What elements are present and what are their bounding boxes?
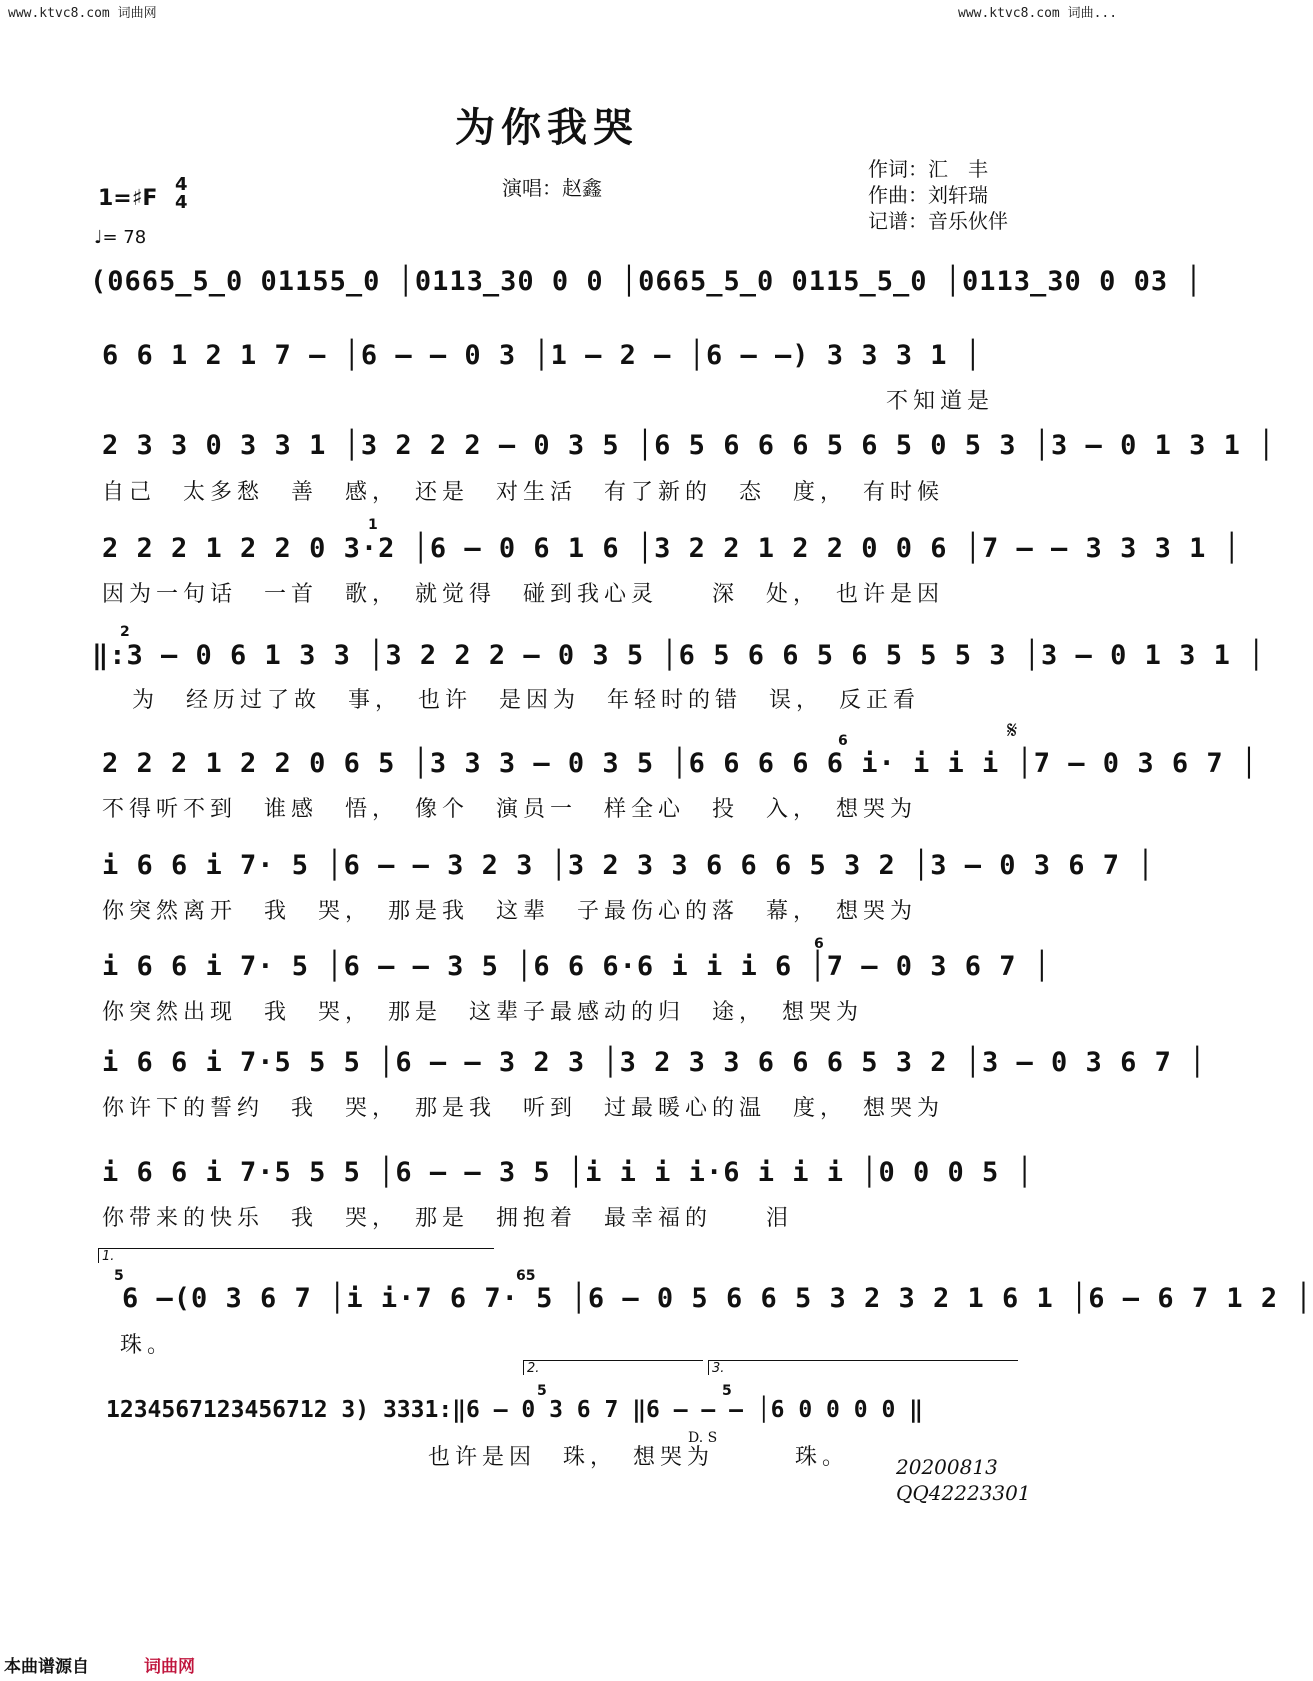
system-12-notes: 1234567123456712 3) 3331:‖6 – 0 3 6 7 ‖6 – – – │6 0 0 0 0 ‖ (106, 1397, 923, 1423)
tempo-marking: ♩= 78 (94, 227, 147, 248)
grace-note-5a: 5 (114, 1268, 124, 1284)
system-10-notes: i 6 6 i 7·5 5 5 │6 – – 3 5 │i i i i·6 i i i │0 0 0 5 │ (102, 1157, 1034, 1188)
system-2-notes: 6 6 1 2 1 7 – │6 – – 0 3 │1 – 2 – │6 – –) 3 3 3 1 │ (102, 340, 983, 371)
singer-credit: 演唱：赵鑫 (502, 176, 602, 200)
grace-note-5c: 5 (722, 1383, 732, 1399)
system-4-notes: 2 2 2 1 2 2 0 3·2 │6 – 0 6 1 6 │3 2 2 1 2 2 0 0 6 │7 – – 3 3 3 1 │ (102, 533, 1241, 564)
transcriber-credit: 记谱：音乐伙伴 (868, 209, 1008, 233)
header-url-right[interactable]: www.ktvc8.com 词曲... (958, 6, 1118, 21)
ds-marking: D. S (688, 1430, 718, 1446)
composer-credit: 作曲：刘轩瑞 (868, 183, 988, 207)
time-signature (175, 176, 188, 212)
grace-note-65: 65 (516, 1268, 536, 1284)
grace-note-2: 2 (120, 624, 130, 640)
grace-note-6b: 6 (814, 936, 824, 952)
volta-2-label: 2. (527, 1361, 540, 1376)
system-5-notes: ‖:3 – 0 6 1 3 3 │3 2 2 2 – 0 3 5 │6 5 6 6 5 6 5 5 5 3 │3 – 0 1 3 1 │ (92, 640, 1266, 671)
system-11-notes: 6 –(0 3 6 7 │i i·7 6 7· 5 │6 – 0 5 6 6 5 3 2 3 2 1 6 1 │6 – 6 7 1 2 │ (122, 1283, 1313, 1314)
qq-stamp: QQ42223301 (896, 1481, 1031, 1505)
system-9-notes: i 6 6 i 7·5 5 5 │6 – – 3 2 3 │3 2 3 3 6 6 6 5 3 2 │3 – 0 3 6 7 │ (102, 1047, 1207, 1078)
volta-3-bracket (708, 1360, 1018, 1375)
time-sig-bottom: 4 (175, 192, 188, 213)
system-11-lyrics: 珠。 (120, 1333, 175, 1358)
song-title: 为你我哭 (455, 104, 639, 151)
system-3-notes: 2 3 3 0 3 3 1 │3 2 2 2 – 0 3 5 │6 5 6 6 6 5 6 5 0 5 3 │3 – 0 1 3 1 │ (102, 430, 1276, 461)
time-sig-top: 4 (175, 174, 188, 195)
key-signature: 1=♯F (98, 186, 158, 211)
system-10-lyrics: 你带来的快乐 我 哭， 那是 拥抱着 最幸福的 泪 (102, 1206, 794, 1231)
volta-1-label: 1. (102, 1249, 115, 1264)
system-6-lyrics: 不得听不到 谁感 悟， 像个 演员一 样全心 投 入， 想哭为 (102, 797, 918, 822)
date-stamp: 20200813 (896, 1455, 998, 1479)
system-12-lyrics: 也许是因 珠， 想哭为 珠。 (428, 1445, 850, 1470)
grace-note-1: 1 (368, 517, 378, 533)
segno-sign: 𝄋 (1007, 716, 1018, 744)
lyricist-credit: 作词：汇 丰 (868, 157, 988, 181)
system-7-notes: i 6 6 i 7· 5 │6 – – 3 2 3 │3 2 3 3 6 6 6 5 3 2 │3 – 0 3 6 7 │ (102, 850, 1155, 881)
system-1-notes: (0665̲5̲0 01155̲0 │0113̲30 0 0 │0665̲5̲0 0115̲5̲0 │0113̲30 0 03 │ (90, 266, 1203, 297)
system-6-notes: 2 2 2 1 2 2 0 6 5 │3 3 3 – 0 3 5 │6 6 6 6 6 i· i i i │7 – 0 3 6 7 │ (102, 748, 1259, 779)
system-5-lyrics: 为 经历过了故 事， 也许 是因为 年轻时的错 误， 反正看 (132, 688, 921, 713)
system-2-lyrics: 不知道是 (886, 389, 995, 414)
grace-note-5b: 5 (537, 1383, 547, 1399)
footer-source: 本曲谱源自 (4, 1657, 89, 1677)
system-8-notes: i 6 6 i 7· 5 │6 – – 3 5 │6 6 6·6 i i i 6 │7 – 0 3 6 7 │ (102, 951, 1052, 982)
system-9-lyrics: 你许下的誓约 我 哭， 那是我 听到 过最暖心的温 度， 想哭为 (102, 1096, 945, 1121)
header-url-left[interactable]: www.ktvc8.com 词曲网 (8, 6, 157, 21)
volta-2-bracket (523, 1360, 703, 1375)
system-3-lyrics: 自己 太多愁 善 感， 还是 对生活 有了新的 态 度， 有时候 (102, 480, 945, 505)
volta-1-bracket (98, 1248, 494, 1263)
system-4-lyrics: 因为一句话 一首 歌， 就觉得 碰到我心灵 深 处， 也许是因 (102, 582, 945, 607)
grace-note-6a: 6 (838, 733, 848, 749)
volta-3-label: 3. (712, 1361, 725, 1376)
system-8-lyrics: 你突然出现 我 哭， 那是 这辈子最感动的归 途， 想哭为 (102, 1000, 864, 1025)
system-7-lyrics: 你突然离开 我 哭， 那是我 这辈 子最伤心的落 幕， 想哭为 (102, 899, 918, 924)
footer-site-link[interactable]: 词曲网 (144, 1657, 195, 1677)
